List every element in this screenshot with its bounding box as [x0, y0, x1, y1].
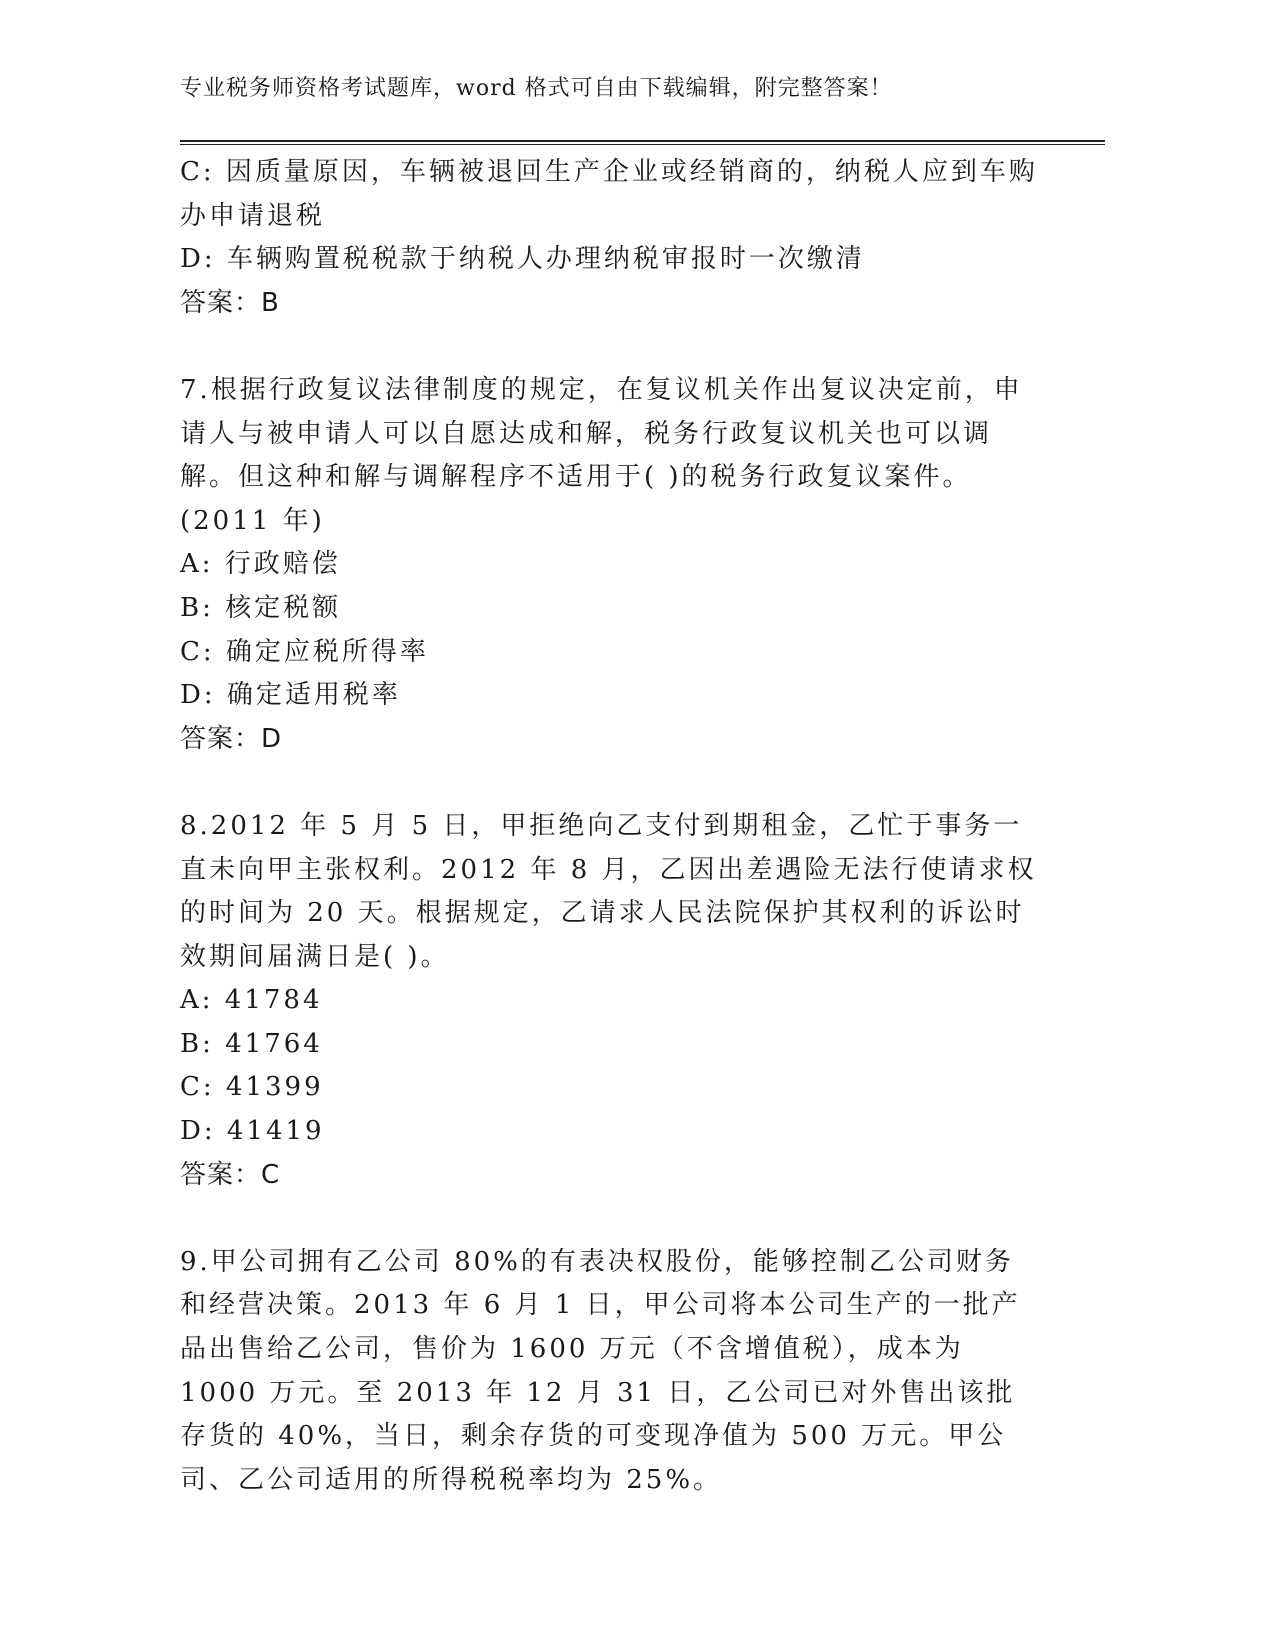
q8-option-d: D: 41419 [180, 1116, 325, 1147]
q8-option-c: C: 41399 [180, 1072, 324, 1103]
q8-option-a: A: 41784 [180, 985, 323, 1016]
q7-option-a: A: 行政赔偿 [180, 549, 341, 580]
q7-option-b: B: 核定税额 [180, 592, 342, 623]
q7-option-d: D: 确定适用税率 [180, 680, 401, 711]
prev-option-c: C: 因质量原因，车辆被退回生产企业或经销商的，纳税人应到车购办申请退税 [180, 157, 1038, 231]
spacer [180, 325, 1040, 369]
spacer [180, 1197, 1040, 1241]
q8-option-b: B: 41764 [180, 1028, 323, 1059]
prev-option-d: D: 车辆购置税税款于纳税人办理纳税审报时一次缴清 [180, 244, 865, 275]
document-body [180, 151, 1040, 1502]
header-rule [180, 140, 1105, 145]
q7-stem: 7.根据行政复议法律制度的规定，在复议机关作出复议决定前，申请人与被申请人可以自愿达成和解，税务行政复议机关也可以调解。但这种和解与调解程序不适用于( )的税务行政复议案件。(2011 年) [180, 374, 1023, 536]
prev-answer: 答案：B [180, 287, 280, 318]
spacer [180, 761, 1040, 805]
page-header: 专业税务师资格考试题库，word 格式可自由下载编辑，附完整答案！ [180, 76, 893, 101]
q9-stem: 9.甲公司拥有乙公司 80%的有表决权股份，能够控制乙公司财务和经营决策。2013 年 6 月 1 日，甲公司将本公司生产的一批产品出售给乙公司，售价为 1600 万元（不含增值税），成本为 1000 万元。至 2013 年 12 月 31 日，乙公司已对外售出该批存货的 40%，当日，剩余存货的可变现净值为 500 万元。甲公司、乙公司适用的所得税税率均为 25%。 [180, 1246, 1021, 1495]
q8-stem: 8.2012 年 5 月 5 日，甲拒绝向乙支付到期租金，乙忙于事务一直未向甲主张权利。2012 年 8 月，乙因出差遇险无法行使请求权的时间为 20 天。根据规定，乙请求人民法院保护其权利的诉讼时效期间届满日是( )。 [180, 810, 1037, 972]
q7-option-c: C: 确定应税所得率 [180, 636, 429, 667]
q7-answer: 答案：D [180, 723, 283, 754]
q8-answer: 答案：C [180, 1159, 281, 1190]
